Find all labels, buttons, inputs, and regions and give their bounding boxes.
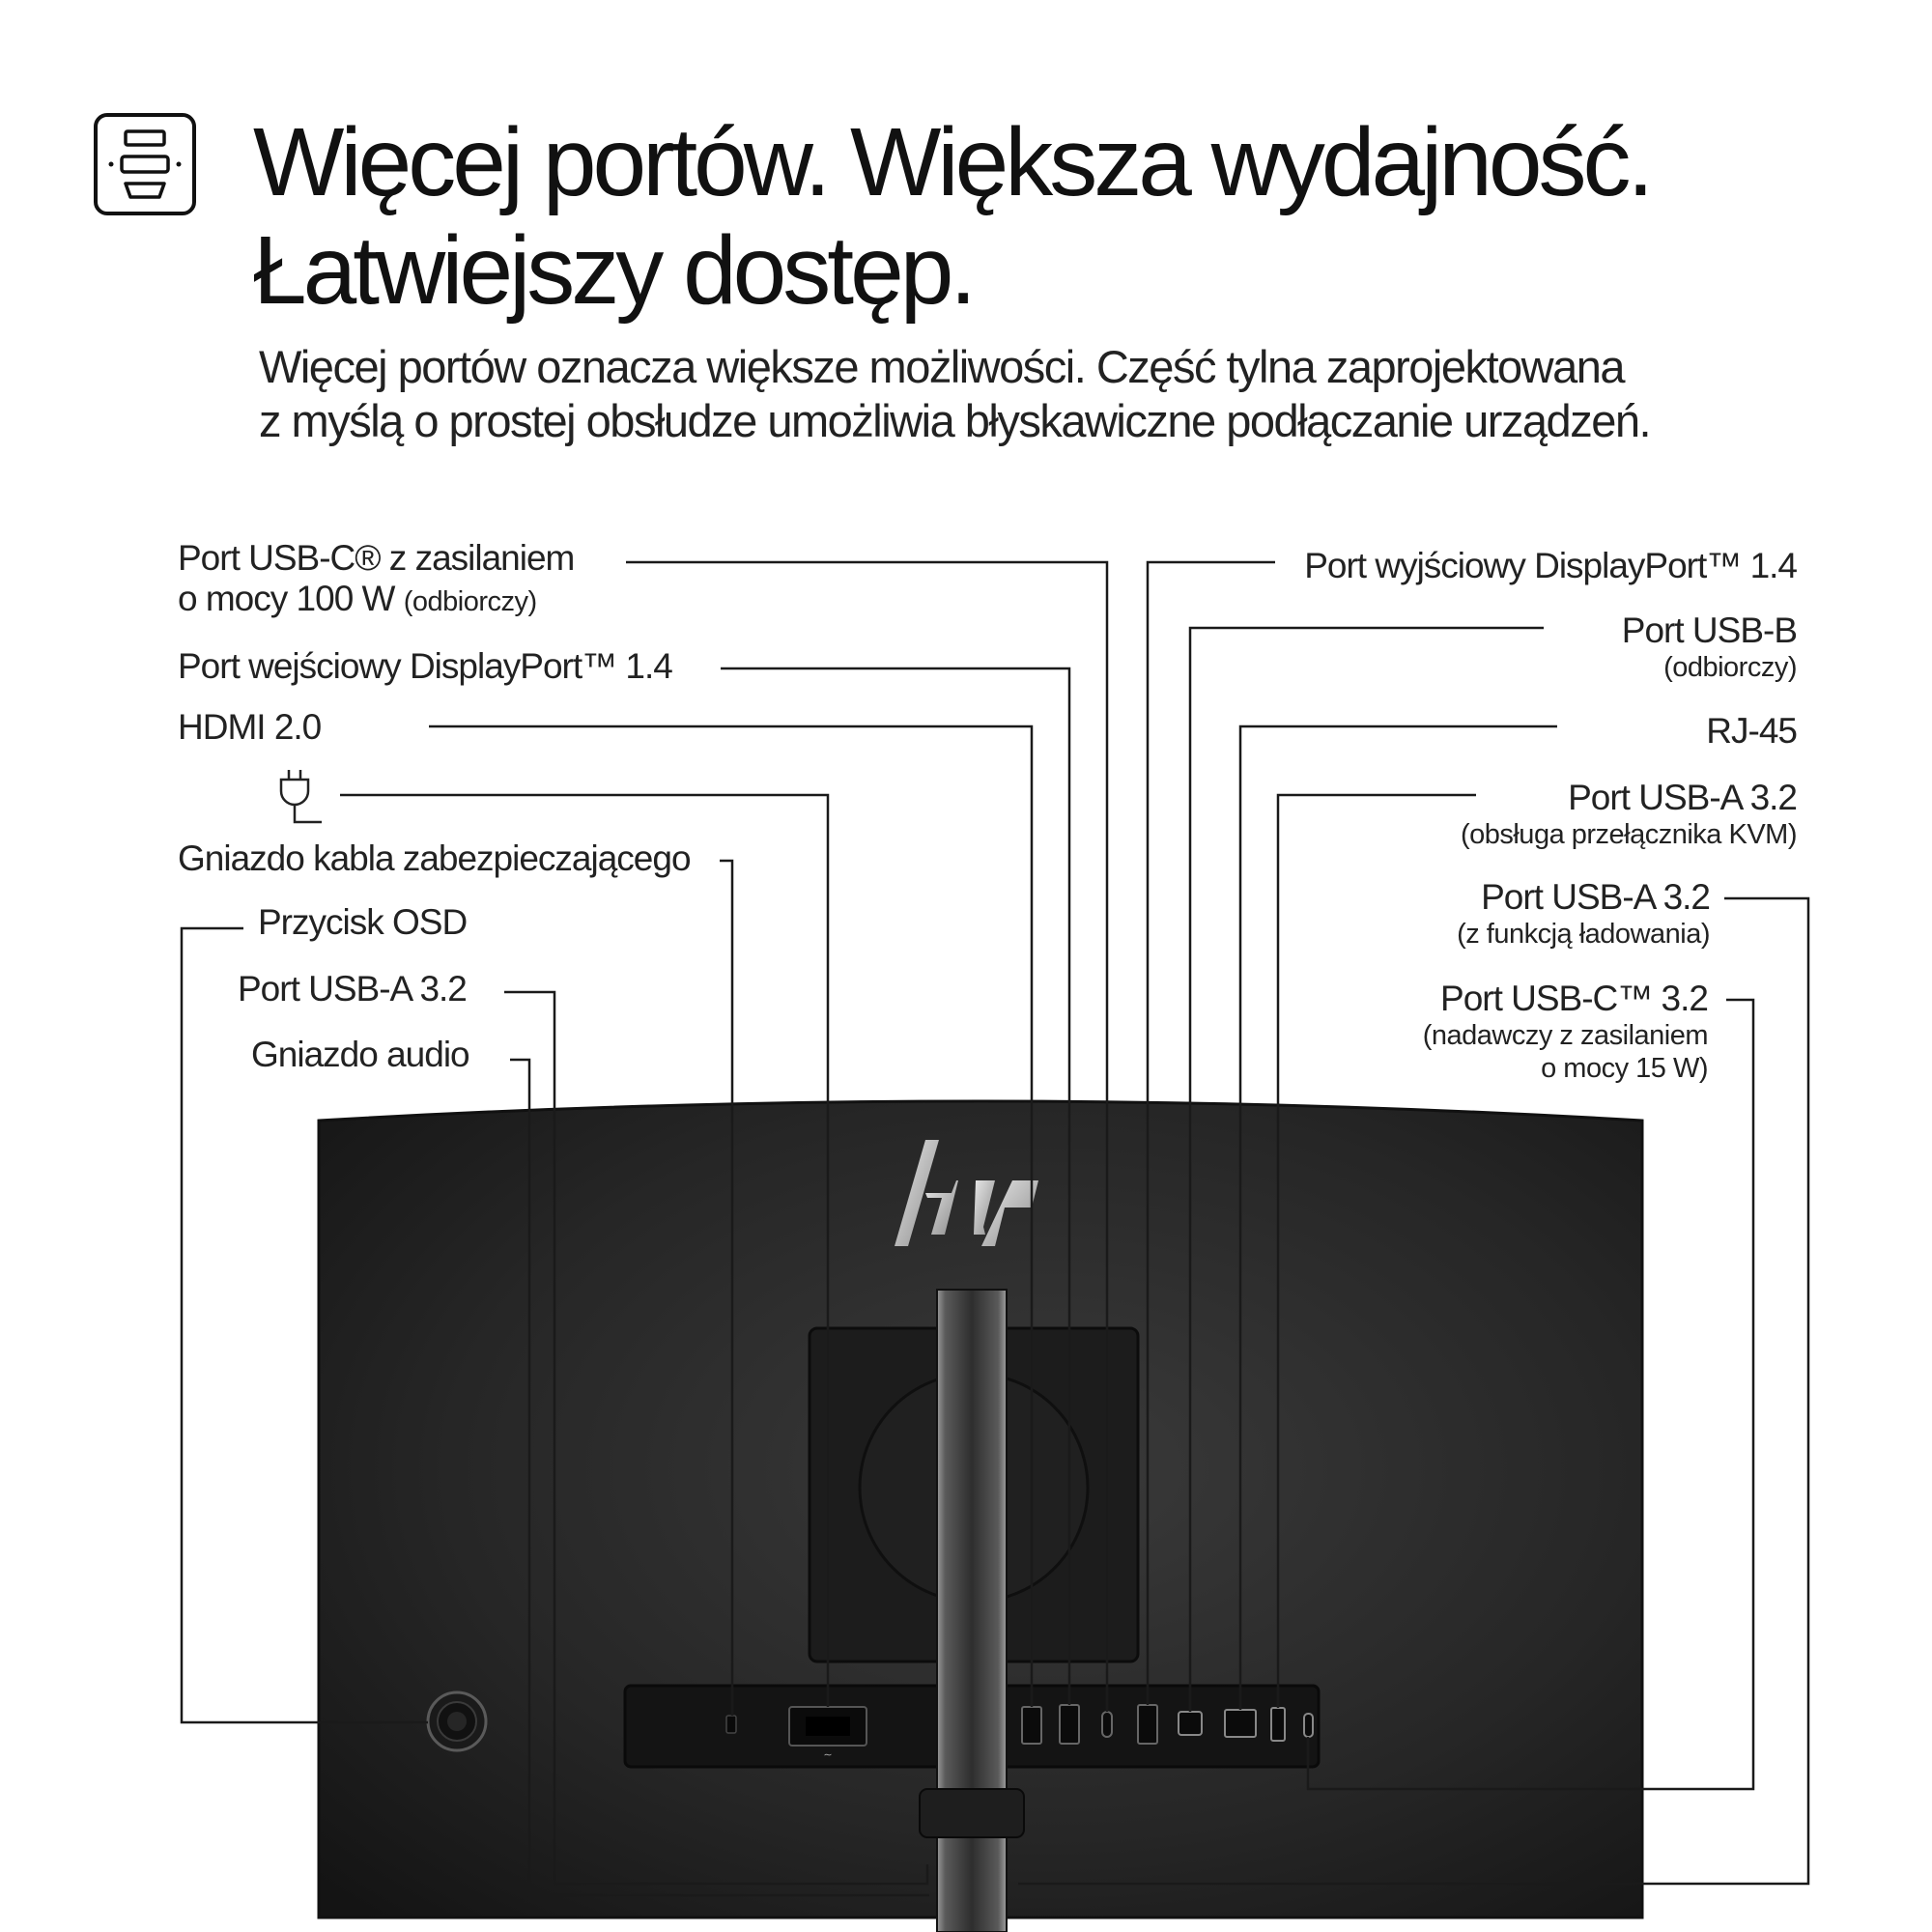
label-usbb-title: Port USB-B [1621,611,1797,650]
label-usba-kvm-note: (obsługa przełącznika KVM) [1460,819,1797,850]
label-security-slot: Gniazdo kabla zabezpieczającego [178,838,691,878]
label-hdmi: HDMI 2.0 [178,707,322,747]
usba-kvm-port [1271,1708,1285,1741]
dp-in-port [1060,1705,1079,1744]
subtitle-line-2: z myślą o prostej obsłudze umożliwia błyskawiczne podłączanie urządzeń. [259,395,1651,446]
label-dp-out: Port wyjściowy DisplayPort™ 1.4 [1304,546,1797,585]
osd-joystick [428,1692,486,1750]
label-usba-kvm [1461,778,1797,851]
usbc-in-port [1102,1712,1112,1737]
label-usbc-out-title: Port USB-C™ 3.2 [1440,979,1708,1018]
subtitle-line-1: Więcej portów oznacza większe możliwości. Część tylna zaprojektowana [259,341,1625,392]
label-usbc-power-line1: Port USB-C® z zasilaniem [178,538,575,578]
label-usba-charge-title: Port USB-A 3.2 [1481,877,1710,917]
label-usba-kvm-title: Port USB-A 3.2 [1568,778,1797,817]
label-audio: Gniazdo audio [251,1035,469,1074]
title-line-2: Łatwiejszy dostęp. [253,216,974,325]
label-usbc-out-note2: o mocy 15 W) [1541,1053,1708,1084]
usbc-out-port [1304,1714,1313,1737]
label-usbc-out-note1: (nadawczy z zasilaniem [1422,1020,1708,1051]
label-usba-charge [1457,877,1710,951]
label-usbc-power-note: (odbiorczy) [403,586,537,617]
usbb-port [1179,1712,1202,1735]
label-usbc-power-line2: o mocy 100 W [178,579,395,618]
label-dp-in: Port wejściowy DisplayPort™ 1.4 [178,646,672,686]
rj45-port [1225,1710,1256,1737]
label-usba-charge-note: (z funkcją ładowania) [1457,919,1710,950]
power-glyph: ∼ [823,1749,833,1761]
label-usbb [1622,611,1797,684]
title-line-1: Więcej portów. Większa wydajność. [253,108,1651,216]
power-plug-icon [268,768,322,828]
label-rj45: RJ-45 [1706,711,1797,751]
label-usbc-out [1423,979,1708,1085]
label-usba-side: Port USB-A 3.2 [238,969,467,1009]
label-usbb-note: (odbiorczy) [1663,652,1797,683]
security-slot-port [726,1716,736,1733]
label-osd-button: Przycisk OSD [258,902,468,942]
label-usbc-power [178,538,574,622]
dp-out-port [1138,1705,1157,1744]
hdmi-port [1022,1707,1041,1744]
